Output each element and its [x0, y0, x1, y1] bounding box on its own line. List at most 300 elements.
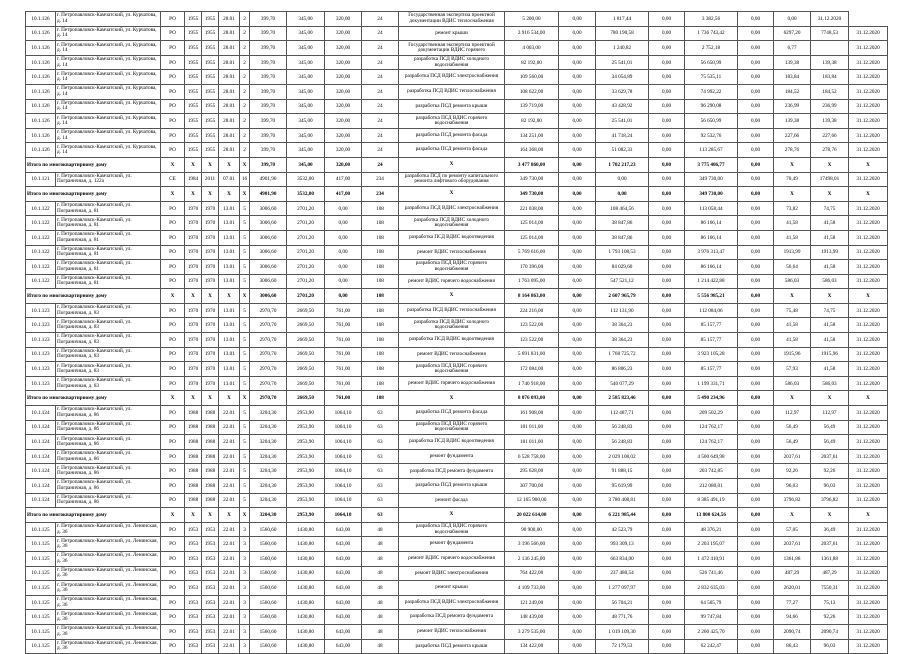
cell-regional-funds: 56 704,21 — [596, 595, 649, 610]
cell-federal-funds: 0,00 — [559, 595, 596, 610]
cell-unit-cost: 139,38 — [774, 55, 811, 70]
cell-other-funds: 0,00 — [738, 289, 774, 304]
cell-regional-funds: 48 771,76 — [596, 610, 649, 625]
cell-total-area: 2970,70 — [250, 362, 287, 377]
cell-year-commissioned: 1970 — [202, 376, 219, 391]
cell-nonliving-area: 320,00 — [325, 143, 362, 158]
cell-address: г. Петропавловск-Камчатский, ул. Курчатова, д. 14 — [56, 84, 161, 99]
cell-living-area: 1430,80 — [287, 610, 325, 625]
cell-owner-funds: 349 730,00 — [685, 172, 738, 187]
cell-unit-cost: X — [774, 391, 811, 406]
cell-regional-funds: 86 806,23 — [596, 362, 649, 377]
cell-residents: 48 — [362, 610, 399, 625]
cell-repair-form: РО — [161, 493, 185, 508]
cell-item-number: 10.1.123 — [26, 362, 56, 377]
cell-unit-cost: 2037,61 — [774, 537, 811, 552]
cell-total-cost: 307 700,00 — [505, 479, 559, 494]
cell-year-built: X — [185, 157, 202, 172]
cell-survey-date: 13.01 — [219, 201, 240, 216]
cell-item-number: 10.1.122 — [26, 201, 56, 216]
cell-work-type: разработка ПСД ремонта фасада — [399, 406, 505, 421]
cell-unit-cost: 92,26 — [774, 464, 811, 479]
cell-regional-funds: 56 248,83 — [596, 435, 649, 450]
cell-repair-form: X — [161, 508, 185, 523]
cell-survey-date: 13.01 — [219, 274, 240, 289]
cell-deadline: 31.12.2020 — [849, 84, 888, 99]
cell-other-funds: 0,00 — [738, 639, 774, 654]
cell-federal-funds: 0,00 — [559, 26, 596, 41]
cell-other-funds: 0,00 — [738, 508, 774, 523]
cell-living-area: 2669,50 — [287, 362, 325, 377]
cell-municipal-funds: 0,00 — [649, 610, 685, 625]
cell-deadline: 31.12.2020 — [849, 537, 888, 552]
cell-repair-form: РО — [161, 639, 185, 654]
cell-other-funds: 0,00 — [738, 522, 774, 537]
cell-residents: 24 — [362, 26, 399, 41]
cell-work-type: ремонт фундамента — [399, 449, 505, 464]
cell-year-commissioned: 1970 — [202, 333, 219, 348]
cell-total-cost: 161 908,00 — [505, 406, 559, 421]
table-row — [26, 595, 888, 610]
cell-item-number: 10.1.122 — [26, 230, 56, 245]
cell-limit-cost: 586,03 — [811, 376, 849, 391]
cell-repair-form: РО — [161, 624, 185, 639]
cell-item-number: 10.1.123 — [26, 333, 56, 348]
cell-work-type: X — [399, 508, 505, 523]
cell-federal-funds: 0,00 — [559, 581, 596, 596]
cell-total-cost: 8 076 093,00 — [505, 391, 559, 406]
cell-living-area: 345,00 — [287, 41, 325, 56]
cell-other-funds: 0,00 — [738, 595, 774, 610]
cell-item-number: 10.1.126 — [26, 12, 56, 27]
cell-total-cost: 109 560,00 — [505, 70, 559, 85]
cell-other-funds: 0,00 — [738, 420, 774, 435]
cell-total-cost: 121 249,00 — [505, 595, 559, 610]
cell-unit-cost: 56,64 — [774, 260, 811, 275]
cell-item-number: 10.1.125 — [26, 566, 56, 581]
cell-residents: 108 — [362, 303, 399, 318]
cell-limit-cost: 487,29 — [811, 566, 849, 581]
cell-regional-funds: 25 541,01 — [596, 55, 649, 70]
cell-year-built: 1970 — [185, 201, 202, 216]
cell-owner-funds: 96 290,08 — [685, 99, 738, 114]
cell-regional-funds: 95 619,99 — [596, 479, 649, 494]
cell-address: г. Петропавловск-Камчатский, ул. Курчатова, д. 14 — [56, 12, 161, 27]
cell-regional-funds: 43 428,92 — [596, 99, 649, 114]
cell-repair-form: РО — [161, 464, 185, 479]
cell-year-built: 1955 — [185, 84, 202, 99]
cell-municipal-funds: 0,00 — [649, 347, 685, 362]
cell-residents: 63 — [362, 493, 399, 508]
cell-living-area: 2669,50 — [287, 347, 325, 362]
cell-survey-date: 13.01 — [219, 333, 240, 348]
cell-address: г. Петропавловск-Камчатский, ул. Ленинская, д. 36 — [56, 610, 161, 625]
cell-total-area: 3006,60 — [250, 245, 287, 260]
cell-unit-cost: 86,43 — [774, 639, 811, 654]
cell-owner-funds: 209 502,29 — [685, 406, 738, 421]
cell-nonliving-area: 761,00 — [325, 347, 362, 362]
cell-repair-form: РО — [161, 12, 185, 27]
cell-total-area: 399,70 — [250, 55, 287, 70]
cell-deadline: X — [849, 157, 888, 172]
cell-floors: X — [240, 187, 250, 202]
cell-federal-funds: 0,00 — [559, 55, 596, 70]
cell-living-area: 345,00 — [287, 157, 325, 172]
cell-year-built: 1955 — [185, 55, 202, 70]
cell-year-built: 1970 — [185, 362, 202, 377]
cell-owner-funds: 1 472 410,91 — [685, 551, 738, 566]
cell-living-area: 2953,90 — [287, 464, 325, 479]
cell-municipal-funds: 0,00 — [649, 114, 685, 129]
cell-federal-funds: 0,00 — [559, 435, 596, 450]
cell-year-commissioned: 1988 — [202, 406, 219, 421]
cell-unit-cost: 6297,20 — [774, 26, 811, 41]
cell-total-area: 399,70 — [250, 99, 287, 114]
cell-living-area: 1430,80 — [287, 581, 325, 596]
table-row — [26, 566, 888, 581]
cell-living-area: 2669,50 — [287, 376, 325, 391]
cell-federal-funds: 0,00 — [559, 201, 596, 216]
cell-deadline: 31.12.2020 — [849, 114, 888, 129]
cell-living-area: 2669,50 — [287, 303, 325, 318]
cell-unit-cost: 2090,74 — [774, 624, 811, 639]
cell-owner-funds: 48 376,21 — [685, 522, 738, 537]
cell-item-number: 10.1.122 — [26, 260, 56, 275]
cell-year-built: 1970 — [185, 274, 202, 289]
cell-municipal-funds: 0,00 — [649, 230, 685, 245]
cell-unit-cost: X — [774, 508, 811, 523]
cell-item-number: 10.1.125 — [26, 522, 56, 537]
table-row — [26, 26, 888, 41]
cell-unit-cost: 3796,82 — [774, 493, 811, 508]
table-row — [26, 99, 888, 114]
cell-unit-cost: 112,97 — [774, 406, 811, 421]
cell-deadline: 31.12.2020 — [849, 318, 888, 333]
cell-other-funds: 0,00 — [738, 70, 774, 85]
cell-total-cost: 1 740 918,00 — [505, 376, 559, 391]
cell-total-cost: 1 763 095,00 — [505, 274, 559, 289]
cell-other-funds: 0,00 — [738, 318, 774, 333]
cell-residents: 24 — [362, 128, 399, 143]
cell-item-number: 10.1.126 — [26, 143, 56, 158]
cell-total-cost: 5 769 616,00 — [505, 245, 559, 260]
cell-regional-funds: 2 585 823,46 — [596, 391, 649, 406]
total-label-cell: Итого по многоквартирному дому — [26, 391, 161, 406]
cell-work-type: разработка ПСД ВДИС горячего водоснабжения — [399, 114, 505, 129]
cell-other-funds: 0,00 — [738, 84, 774, 99]
cell-survey-date: 22.01 — [219, 537, 240, 552]
cell-nonliving-area: 1064,10 — [325, 406, 362, 421]
cell-deadline: 31.12.2020 — [849, 566, 888, 581]
cell-year-built: X — [185, 508, 202, 523]
cell-regional-funds: 34 054,89 — [596, 70, 649, 85]
cell-unit-cost: X — [774, 187, 811, 202]
cell-floors: 2 — [240, 41, 250, 56]
cell-total-area: 3006,60 — [250, 260, 287, 275]
cell-limit-cost: 1913,99 — [811, 245, 849, 260]
cell-year-commissioned: 1970 — [202, 216, 219, 231]
cell-living-area: 345,00 — [287, 55, 325, 70]
cell-year-commissioned: 1970 — [202, 245, 219, 260]
cell-work-type: X — [399, 391, 505, 406]
cell-living-area: 345,00 — [287, 99, 325, 114]
cell-limit-cost: 96,03 — [811, 479, 849, 494]
cell-municipal-funds: 0,00 — [649, 639, 685, 654]
cell-municipal-funds: 0,00 — [649, 420, 685, 435]
cell-residents: 24 — [362, 41, 399, 56]
cell-owner-funds: 85 157,77 — [685, 362, 738, 377]
cell-nonliving-area: 0,00 — [325, 274, 362, 289]
cell-regional-funds: 1 240,82 — [596, 41, 649, 56]
cell-survey-date: 22.01 — [219, 479, 240, 494]
cell-work-type: ремонт ВДИС горячего водоснабжения — [399, 274, 505, 289]
cell-survey-date: 28.01 — [219, 26, 240, 41]
cell-work-type: X — [399, 289, 505, 304]
cell-limit-cost: 41,58 — [811, 318, 849, 333]
cell-year-commissioned: 1988 — [202, 479, 219, 494]
cell-federal-funds: 0,00 — [559, 289, 596, 304]
cell-year-built: 1988 — [185, 449, 202, 464]
cell-deadline: 31.12.2020 — [849, 55, 888, 70]
total-label-cell: Итого по многоквартирному дому — [26, 289, 161, 304]
cell-total-area: 2970,70 — [250, 376, 287, 391]
cell-unit-cost: X — [774, 157, 811, 172]
cell-regional-funds: 112 131,90 — [596, 303, 649, 318]
cell-year-commissioned: 1953 — [202, 566, 219, 581]
cell-floors: 3 — [240, 581, 250, 596]
cell-year-commissioned: 1988 — [202, 420, 219, 435]
cell-living-area: 2701,20 — [287, 216, 325, 231]
cell-municipal-funds: 0,00 — [649, 55, 685, 70]
cell-nonliving-area: 320,00 — [325, 157, 362, 172]
cell-unit-cost: 41,58 — [774, 216, 811, 231]
cell-deadline: 31.12.2020 — [849, 376, 888, 391]
cell-unit-cost: 94,66 — [774, 610, 811, 625]
cell-regional-funds: 0,00 — [596, 172, 649, 187]
cell-item-number: 10.1.125 — [26, 610, 56, 625]
cell-unit-cost: 73,82 — [774, 201, 811, 216]
cell-floors: 3 — [240, 639, 250, 654]
cell-federal-funds: 0,00 — [559, 551, 596, 566]
cell-federal-funds: 0,00 — [559, 216, 596, 231]
cell-repair-form: РО — [161, 376, 185, 391]
cell-federal-funds: 0,00 — [559, 245, 596, 260]
cell-total-area: 1560,60 — [250, 595, 287, 610]
cell-repair-form: РО — [161, 551, 185, 566]
cell-nonliving-area: 417,00 — [325, 172, 362, 187]
cell-living-area: 345,00 — [287, 12, 325, 27]
cell-federal-funds: 0,00 — [559, 70, 596, 85]
cell-nonliving-area: 320,00 — [325, 99, 362, 114]
cell-work-type: разработка ПСД ремонта фасада — [399, 128, 505, 143]
cell-floors: 2 — [240, 143, 250, 158]
cell-year-built: 1970 — [185, 318, 202, 333]
cell-owner-funds: 56 650,99 — [685, 114, 738, 129]
cell-limit-cost: 41,58 — [811, 230, 849, 245]
cell-item-number: 10.1.124 — [26, 493, 56, 508]
cell-total-cost: 3 196 566,00 — [505, 537, 559, 552]
cell-owner-funds: 99 747,84 — [685, 610, 738, 625]
cell-total-area: 3006,60 — [250, 289, 287, 304]
cell-address: г. Петропавловск-Камчатский, ул. Курчатова, д. 14 — [56, 41, 161, 56]
cell-living-area: 345,00 — [287, 143, 325, 158]
cell-floors: 2 — [240, 128, 250, 143]
cell-other-funds: 0,00 — [738, 201, 774, 216]
cell-owner-funds: 1 214 422,88 — [685, 274, 738, 289]
cell-other-funds: 0,00 — [738, 230, 774, 245]
cell-living-area: 1430,80 — [287, 639, 325, 654]
cell-federal-funds: 0,00 — [559, 157, 596, 172]
cell-other-funds: 0,00 — [738, 479, 774, 494]
cell-work-type: ремонт ВДИС теплоснабжения — [399, 245, 505, 260]
cell-living-area: 2953,90 — [287, 449, 325, 464]
cell-survey-date: 13.01 — [219, 362, 240, 377]
house-total-row — [26, 157, 888, 172]
cell-total-area: 399,70 — [250, 114, 287, 129]
cell-total-area: 1560,60 — [250, 581, 287, 596]
cell-item-number: 10.1.124 — [26, 406, 56, 421]
cell-unit-cost: 139,38 — [774, 114, 811, 129]
cell-regional-funds: 1 277 097,97 — [596, 581, 649, 596]
cell-residents: 108 — [362, 347, 399, 362]
cell-survey-date: 22.01 — [219, 639, 240, 654]
cell-year-commissioned: 1955 — [202, 114, 219, 129]
cell-address: г. Петропавловск-Камчатский, ул. Ленинская, д. 36 — [56, 624, 161, 639]
cell-repair-form: РО — [161, 318, 185, 333]
cell-total-cost: 134 422,00 — [505, 639, 559, 654]
cell-limit-cost: 227,66 — [811, 128, 849, 143]
cell-residents: 48 — [362, 537, 399, 552]
table-row — [26, 201, 888, 216]
cell-survey-date: 22.01 — [219, 566, 240, 581]
cell-residents: 24 — [362, 157, 399, 172]
cell-owner-funds: 349 730,00 — [685, 187, 738, 202]
cell-regional-funds: 0,00 — [596, 187, 649, 202]
cell-federal-funds: 0,00 — [559, 143, 596, 158]
cell-work-type: разработка ПСД ВДИС водоотведения — [399, 333, 505, 348]
cell-work-type: разработка ПСД ремонта фундамента — [399, 610, 505, 625]
table-row — [26, 128, 888, 143]
cell-living-area: 345,00 — [287, 26, 325, 41]
cell-owner-funds: 2 203 195,07 — [685, 537, 738, 552]
cell-floors: X — [240, 508, 250, 523]
cell-repair-form: РО — [161, 26, 185, 41]
cell-municipal-funds: 0,00 — [649, 172, 685, 187]
cell-address: г. Петропавловск-Камчатский, ул. Пограничная, д. 81 — [56, 230, 161, 245]
cell-owner-funds: 3 775 406,77 — [685, 157, 738, 172]
cell-work-type: Государственная экспертиза проектной документации ВДИС теплоснабжения — [399, 12, 505, 27]
cell-survey-date: X — [219, 391, 240, 406]
cell-total-area: 1560,60 — [250, 639, 287, 654]
cell-unit-cost: 57,05 — [774, 522, 811, 537]
cell-item-number: 10.1.126 — [26, 114, 56, 129]
cell-year-commissioned: 1955 — [202, 41, 219, 56]
cell-limit-cost: X — [811, 391, 849, 406]
cell-address: г. Петропавловск-Камчатский, ул. Пограничная, д. 86 — [56, 464, 161, 479]
cell-floors: 3 — [240, 624, 250, 639]
cell-floors: 5 — [240, 303, 250, 318]
cell-survey-date: 13.01 — [219, 376, 240, 391]
cell-unit-cost: 586,03 — [774, 376, 811, 391]
cell-deadline: 31.12.2020 — [849, 260, 888, 275]
table-row — [26, 537, 888, 552]
cell-municipal-funds: 0,00 — [649, 187, 685, 202]
cell-limit-cost: 3796,82 — [811, 493, 849, 508]
cell-limit-cost: 2037,61 — [811, 449, 849, 464]
cell-repair-form: РО — [161, 70, 185, 85]
cell-deadline: 31.12.2020 — [849, 493, 888, 508]
cell-limit-cost: 2037,61 — [811, 537, 849, 552]
cell-limit-cost: 56,49 — [811, 435, 849, 450]
cell-regional-funds: 6 221 985,44 — [596, 508, 649, 523]
cell-survey-date: 22.01 — [219, 464, 240, 479]
cell-year-built: 1988 — [185, 493, 202, 508]
cell-total-area: 2970,70 — [250, 318, 287, 333]
cell-owner-funds: 112 084,06 — [685, 303, 738, 318]
cell-federal-funds: 0,00 — [559, 41, 596, 56]
cell-repair-form: X — [161, 157, 185, 172]
cell-limit-cost: 278,76 — [811, 143, 849, 158]
cell-address: г. Петропавловск-Камчатский, ул. Пограничная, д. 86 — [56, 493, 161, 508]
cell-owner-funds: 124 762,17 — [685, 435, 738, 450]
cell-federal-funds: 0,00 — [559, 610, 596, 625]
cell-limit-cost: 1915,96 — [811, 347, 849, 362]
cell-address: г. Петропавловск-Камчатский, ул. Пограничная, д. 86 — [56, 449, 161, 464]
cell-survey-date: 22.01 — [219, 420, 240, 435]
cell-owner-funds: 75 535,11 — [685, 70, 738, 85]
cell-floors: 3 — [240, 595, 250, 610]
cell-federal-funds: 0,00 — [559, 230, 596, 245]
cell-deadline: 31.12.2020 — [849, 449, 888, 464]
cell-survey-date: 22.01 — [219, 493, 240, 508]
cell-total-area: 3204,30 — [250, 464, 287, 479]
cell-nonliving-area: 1064,10 — [325, 449, 362, 464]
table-row — [26, 406, 888, 421]
cell-residents: 108 — [362, 201, 399, 216]
cell-federal-funds: 0,00 — [559, 260, 596, 275]
cell-total-area: 3204,30 — [250, 479, 287, 494]
cell-work-type: ремонт ВДИС теплоснабжения — [399, 347, 505, 362]
cell-municipal-funds: 0,00 — [649, 508, 685, 523]
cell-repair-form: СЕ — [161, 172, 185, 187]
cell-total-area: 2970,70 — [250, 391, 287, 406]
cell-floors: 5 — [240, 230, 250, 245]
cell-total-area: 1560,60 — [250, 566, 287, 581]
cell-federal-funds: 0,00 — [559, 537, 596, 552]
cell-work-type: разработка ПСД ВДИС холодного водоснабжения — [399, 318, 505, 333]
cell-year-built: 1955 — [185, 70, 202, 85]
cell-total-cost: 123 522,00 — [505, 318, 559, 333]
cell-deadline: 31.12.2020 — [849, 172, 888, 187]
cell-residents: 108 — [362, 376, 399, 391]
cell-year-commissioned: 1955 — [202, 143, 219, 158]
cell-limit-cost: X — [811, 187, 849, 202]
cell-deadline: 31.12.2020 — [849, 41, 888, 56]
cell-survey-date: X — [219, 157, 240, 172]
cell-living-area: 1430,80 — [287, 522, 325, 537]
cell-limit-cost: 41,58 — [811, 362, 849, 377]
cell-owner-funds: 74 992,22 — [685, 84, 738, 99]
cell-total-area: 399,70 — [250, 143, 287, 158]
cell-repair-form: РО — [161, 522, 185, 537]
cell-total-cost: 82 192,00 — [505, 114, 559, 129]
cell-residents: 48 — [362, 595, 399, 610]
cell-owner-funds: 13 800 624,56 — [685, 508, 738, 523]
cell-federal-funds: 0,00 — [559, 172, 596, 187]
cell-unit-cost: 236,99 — [774, 99, 811, 114]
cell-deadline: 31.12.2020 — [849, 99, 888, 114]
cell-repair-form: РО — [161, 610, 185, 625]
